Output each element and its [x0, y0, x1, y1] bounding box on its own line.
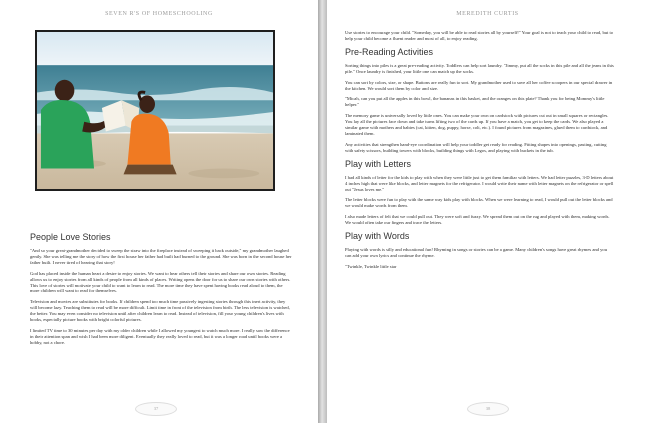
- right-page-content: [345, 30, 614, 275]
- paragraph: God has placed inside the human heart a desire to enjoy stories. We want to hear others tell their stories and share our own stories. Reading allows us to enjoy stories from all kinds of people from all kinds of places. Writing opens the door for us to share our own stories with others. This love of stories will motivate your child to want to learn to read. The more time they have spent having books read aloud to them, the more children will want to read for themselves.: [30, 270, 291, 294]
- running-head-left: SEVEN R'S OF HOMESCHOOLING: [105, 11, 213, 17]
- paragraph: I limited TV time to 30 minutes per day with my older children while I allowed my youngest to watch much more. I really saw the difference in their attention span and wish I had been more diligent. Eventually they really loved to read, but it was a longer road until books were a hobby, not a chore.: [30, 327, 290, 345]
- paragraph: I had all kinds of letter for the kids to play with when they were little just to get them familiar with letters. We had letter puzzles, 3-D letters about 4 inches high that were like blocks, and letter magnets for the refrigerator. I would write their name with letter magnets on the refrigerator or spell out "Jesus loves me.": [345, 174, 614, 192]
- paragraph: "Micah, can you put all the apples in this bowl, the bananas in this basket, and the oranges on this plate? Thank you for being Mommy's little helper.": [345, 96, 605, 108]
- beach-reading-illustration: [37, 32, 273, 189]
- page-number-left: 37: [135, 402, 177, 416]
- left-page-content: [30, 232, 292, 351]
- paragraph: I also made letters of felt that we could pull out. They were soft and fuzzy. We spread them out on the rug and played with them, making words. We would often take our fingers and trace the letters.: [345, 214, 610, 226]
- paragraph: You can sort by colors, size, or shape. Buttons are really fun to sort. My grandmother used to save all her coffee scoopers in our special drawer in the kitchen. We would sort them by color and size.: [345, 79, 613, 91]
- paragraph: Any activities that strengthen hand-eye coordination will help your toddler get ready for reading. Fitting shapes into openings, pasting, cutting with safety scissors, building towers with blocks, building things with Legos, and playing with buckets in the tub.: [345, 141, 607, 153]
- heading-pre-reading-activities: Pre-Reading Activities: [345, 46, 434, 57]
- paragraph: The letter blocks were fun to play with the same way kids play with blocks. When we were learning to read, I would pull out the letter blocks and we would make words from them.: [345, 197, 613, 209]
- left-page: [0, 0, 318, 423]
- running-head-right: MEREDITH CURTIS: [456, 11, 519, 17]
- paragraph: Television and movies are substitutes for books. If children spend too much time passively ingesting stories through this inert activity, they will become lazy. Teaching them to read will be more difficult. Limit time in front of the television from birth. The less television is watched, the better. You may even consider no television until after children learn to read. Instead of television, fill your young children's lives with books, especially picture books with bright colorful pictures.: [30, 299, 290, 323]
- paragraph: Use stories to encourage your child. "Someday, you will be able to read stories all by yourself!" Your goal is not to teach your child to read, but to help your child become a fluent reader and most of all, to enjoy reading.: [345, 30, 614, 41]
- heading-people-love-stories: People Love Stories: [30, 232, 111, 242]
- paragraph: Playing with words is silly and educational fun! Rhyming in songs or stories can be a game. Many children's songs have great rhymes and you can add your own lyrics and continue the rhyme.: [345, 247, 607, 258]
- heading-play-with-words: Play with Words: [345, 231, 410, 242]
- beach-reading-photo: [35, 30, 275, 191]
- paragraph: "And so your great-grandmother decided to sweep the straw into the fireplace instead of sweeping it back outside," my grandmother laughed gently. She was telling me the story of how the first house her father had built had burned to the ground. She was born in the second house her father built. I never tired of hearing that story!: [30, 248, 292, 265]
- heading-play-with-letters: Play with Letters: [345, 158, 412, 169]
- paragraph: The memory game is universally loved by little ones. You can make your own on cardstock with pictures cut out in small squares or rectangles. You lay all the pictures face down and take turns lifting two of the cards up. If you have a match, you get to keep the cards. We also played a similar game with mothers and babies (cat, kitten, dog, puppy, horse, colt, etc.). I found pictures from magazines, glued them to cardstock, and laminated them.: [345, 113, 609, 136]
- page-number-right: 38: [467, 402, 509, 416]
- paragraph: "Twinkle, Twinkle little star: [345, 263, 397, 269]
- book-spine: [318, 0, 327, 423]
- paragraph: Sorting things into piles is a great pre-reading activity. Toddlers can help sort laundry. "Jimmy, put all the socks in this pile and all the jeans in this pile." Once laundry is finished, your little one can match up the socks.: [345, 62, 614, 74]
